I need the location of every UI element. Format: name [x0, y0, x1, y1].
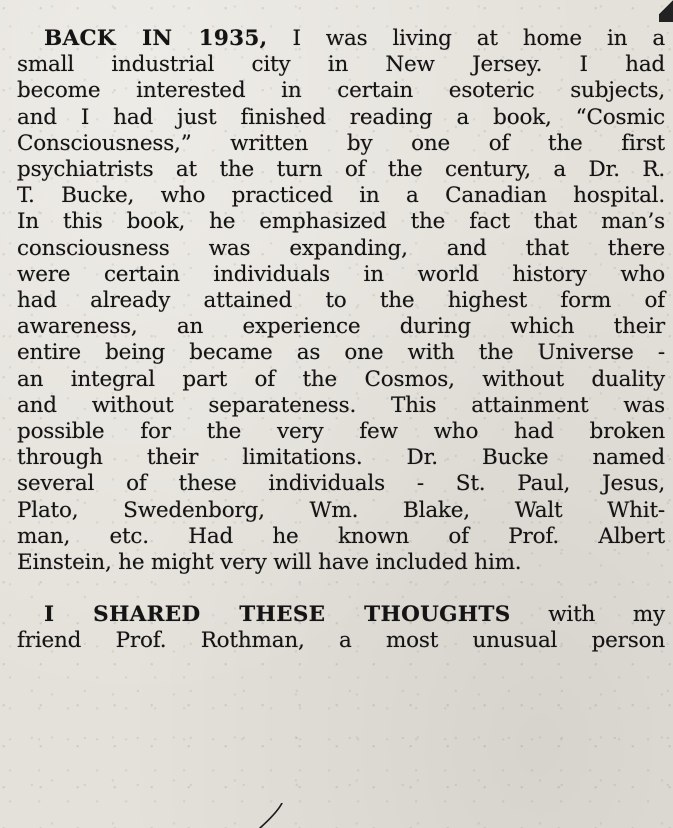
paragraph-1-line: possible for the very few who had broken — [17, 419, 665, 445]
paragraph-1-line: small industrial city in New Jersey. I had — [17, 52, 665, 78]
paragraph-2 — [17, 602, 665, 654]
paragraph-2-line: friend Prof. Rothman, a most unusual person — [17, 628, 665, 654]
paragraph-2-line-1-text: with my — [510, 602, 665, 628]
paragraph-1-line: several of these individuals - St. Paul, Jesus, — [17, 471, 665, 497]
paragraph-1-line: entire being became as one with the Universe - — [17, 340, 665, 366]
paragraph-1-line: an integral part of the Cosmos, without duality — [17, 366, 665, 392]
paragraph-1-line: had already attained to the highest form of — [17, 288, 665, 314]
paragraph-1-line: consciousness was expanding, and that there — [17, 235, 665, 261]
paragraph-1-line: In this book, he emphasized the fact that man’s — [17, 209, 665, 235]
paragraph-1-line: Consciousness,” written by one of the first — [17, 130, 665, 156]
paragraph-1-line-1 — [17, 26, 665, 52]
paragraph-1-line: through their limitations. Dr. Bucke named — [17, 445, 665, 471]
paragraph-1-line: become interested in certain esoteric subjects, — [17, 78, 665, 104]
paragraph-1-line: Plato, Swedenborg, Wm. Blake, Walt Whit- — [17, 497, 665, 523]
article-column — [17, 26, 665, 655]
paragraph-1-lead: BACK IN 1935, — [44, 26, 268, 51]
paragraph-2-line-1 — [17, 602, 665, 628]
paragraph-1-line: and I had just finished reading a book, “Cosmic — [17, 104, 665, 130]
paragraph-1-line: T. Bucke, who practiced in a Canadian hospital. — [17, 183, 665, 209]
paragraph-1-line: man, etc. Had he known of Prof. Albert — [17, 523, 665, 549]
paragraph-1 — [17, 26, 665, 576]
paragraph-1-line: awareness, an experience during which their — [17, 314, 665, 340]
paragraph-1-line: and without separateness. This attainment was — [17, 392, 665, 418]
corner-mark — [659, 0, 673, 22]
paragraph-1-line: Einstein, he might very will have included him. — [17, 550, 522, 576]
paragraph-1-line-1-text: I was living at home in a — [267, 26, 665, 51]
paragraph-2-lead: I SHARED THESE THOUGHTS — [44, 602, 511, 628]
paragraph-1-line: were certain individuals in world history who — [17, 261, 665, 287]
paragraph-1-line: psychiatrists at the turn of the century, a Dr. R. — [17, 157, 665, 183]
pen-mark — [252, 803, 292, 828]
